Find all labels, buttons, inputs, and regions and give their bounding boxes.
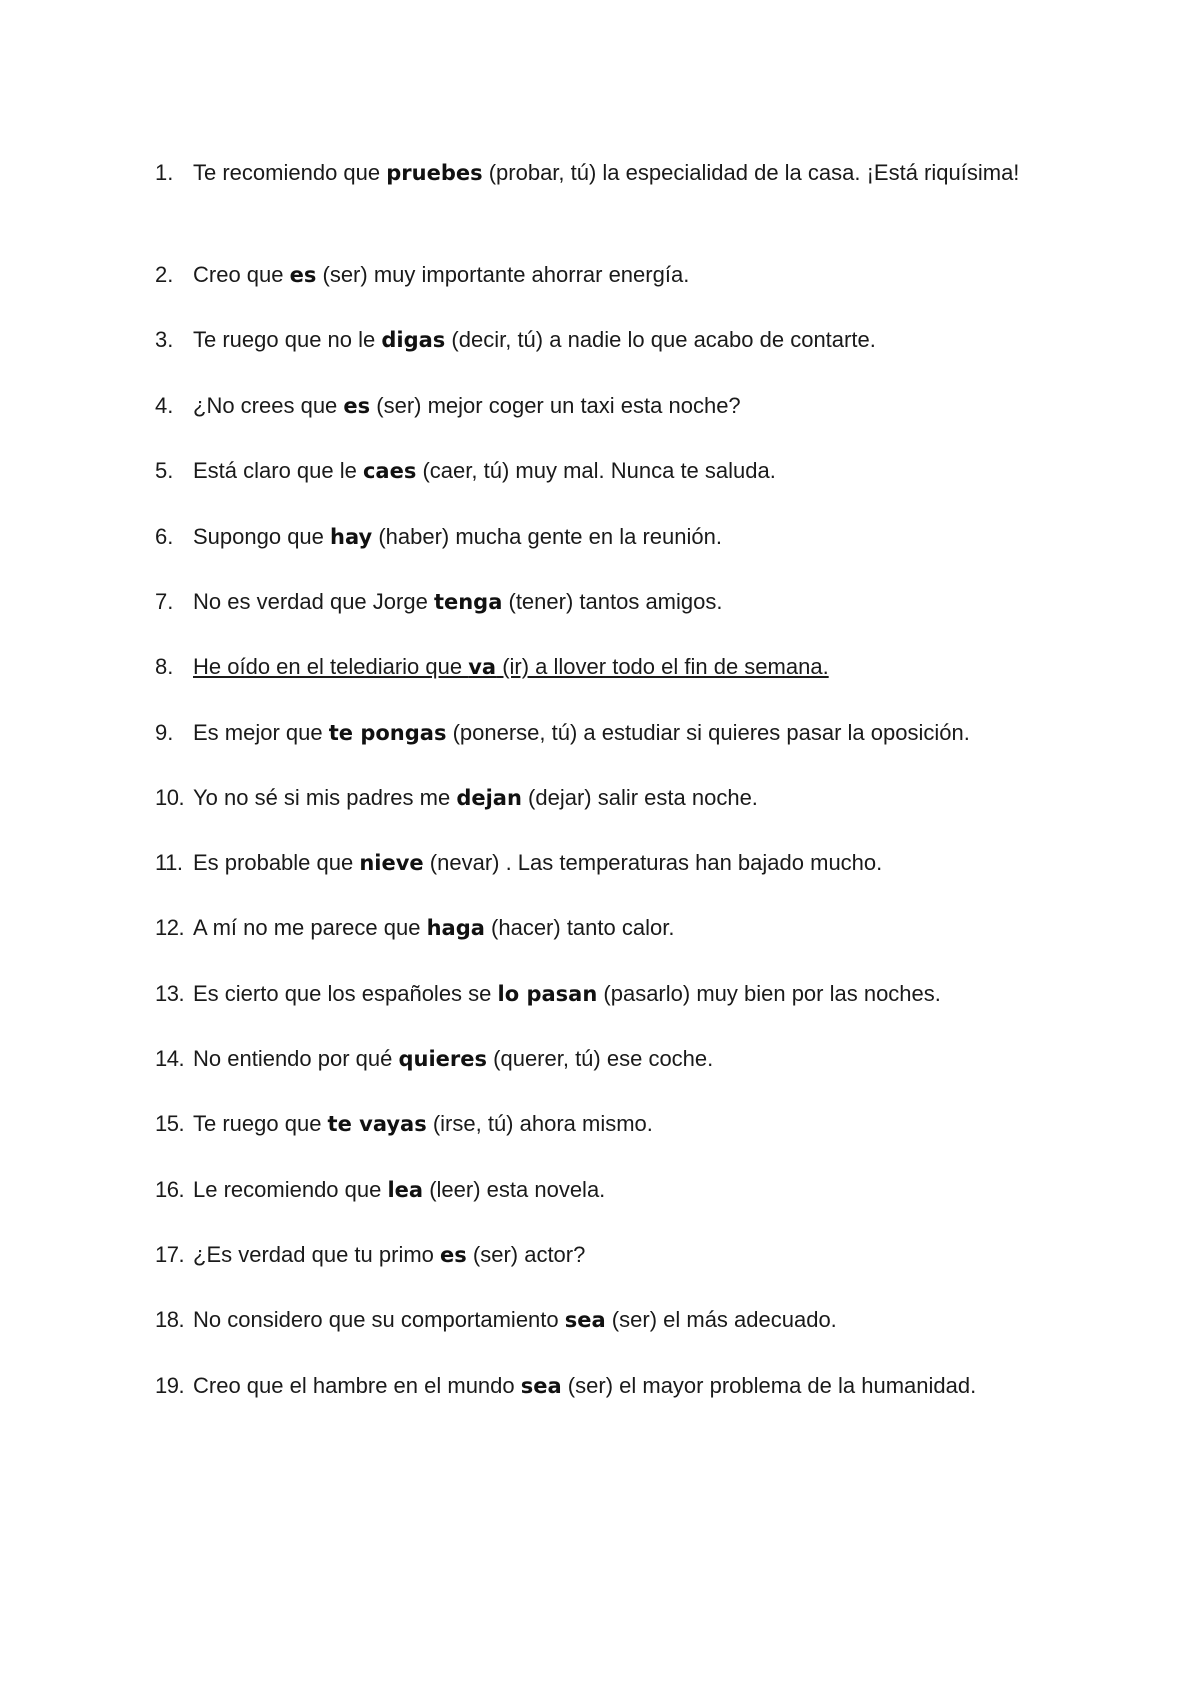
list-item (155, 519, 1105, 555)
list-item (155, 453, 1105, 489)
item-text (193, 453, 1105, 489)
answer-word: te vayas (327, 1112, 427, 1136)
list-item (155, 780, 1105, 816)
sentence-start: Es mejor que (193, 720, 329, 745)
answer-word: digas (381, 328, 446, 352)
sentence-start: Supongo que (193, 524, 331, 549)
answer-word: dejan (456, 786, 522, 810)
sentence-end: (ser) actor? (466, 1242, 586, 1267)
list-item (155, 910, 1105, 946)
item-text (193, 257, 1105, 293)
item-text (193, 1237, 1105, 1273)
sentence-start: Le recomiendo que (193, 1177, 388, 1202)
item-number: 9. (155, 720, 174, 745)
sentence-end: (probar, tú) la especialidad de la casa. ¡Está riquísima! (482, 160, 1020, 185)
item-number: 8. (155, 654, 174, 679)
list-item (155, 845, 1105, 881)
list-item (155, 715, 1105, 751)
list-item (155, 584, 1105, 620)
sentence-end: (hacer) tanto calor. (484, 915, 675, 940)
sentence-start: He oído en el telediario que (193, 654, 469, 679)
answer-word: lo pasan (497, 982, 598, 1006)
item-number: 7. (155, 589, 174, 614)
answer-word: nieve (359, 851, 424, 875)
answer-word: quieres (398, 1047, 488, 1071)
answer-word: te pongas (328, 721, 447, 745)
sentence-end: (ser) mejor coger un taxi esta noche? (370, 393, 741, 418)
item-text (193, 388, 1105, 424)
sentence-start: No entiendo por qué (193, 1046, 399, 1071)
item-number: 16. (155, 1177, 185, 1202)
list-item (155, 1041, 1105, 1077)
item-number: 15. (155, 1111, 185, 1136)
list-item (155, 155, 1105, 191)
sentence-end: (nevar) . Las temperaturas han bajado mucho. (423, 850, 883, 875)
item-text (193, 155, 1105, 191)
item-number: 2. (155, 262, 174, 287)
sentence-start: Te ruego que no le (193, 327, 382, 352)
sentence-end: (irse, tú) ahora mismo. (426, 1111, 653, 1136)
item-text (193, 845, 1105, 881)
list-item (155, 1302, 1105, 1338)
sentence-start: Es probable que (193, 850, 360, 875)
item-text (193, 322, 1105, 358)
sentence-end: (leer) esta novela. (423, 1177, 606, 1202)
item-text (193, 780, 1105, 816)
item-number: 5. (155, 458, 174, 483)
item-text (193, 1041, 1105, 1077)
answer-word: lea (387, 1178, 424, 1202)
item-number: 17. (155, 1242, 185, 1267)
sentence-end: (ir) a llover todo el fin de semana. (496, 654, 829, 679)
sentence-end: (ser) el más adecuado. (605, 1307, 837, 1332)
item-number: 13. (155, 981, 185, 1006)
sentence-start: Está claro que le (193, 458, 363, 483)
list-item (155, 1368, 1105, 1404)
sentence-start: Yo no sé si mis padres me (193, 785, 457, 810)
answer-word: caes (362, 459, 417, 483)
item-text (193, 1368, 1105, 1404)
sentence-end: (ser) muy importante ahorrar energía. (316, 262, 690, 287)
sentence-end: (decir, tú) a nadie lo que acabo de contarte. (445, 327, 876, 352)
sentence-start: Creo que (193, 262, 290, 287)
item-number: 11. (155, 850, 183, 875)
item-text (193, 715, 1105, 751)
sentence-start: No es verdad que Jorge (193, 589, 434, 614)
sentence-start: ¿Es verdad que tu primo (193, 1242, 441, 1267)
answer-word: es (343, 394, 371, 418)
item-number: 1. (155, 160, 174, 185)
answer-word: es (440, 1243, 467, 1267)
answer-word: hay (330, 525, 373, 549)
item-text (193, 1106, 1105, 1142)
sentence-end: (dejar) salir esta noche. (521, 785, 758, 810)
sentence-start: A mí no me parece que (193, 915, 427, 940)
item-text (193, 584, 1105, 620)
list-item (155, 1106, 1105, 1142)
sentence-start: Te ruego que (193, 1111, 328, 1136)
list-item (155, 1237, 1105, 1273)
list-item (155, 1172, 1105, 1208)
item-number: 4. (155, 393, 174, 418)
sentence-end: (querer, tú) ese coche. (487, 1046, 714, 1071)
answer-word: es (289, 263, 317, 287)
item-number: 14. (155, 1046, 185, 1071)
sentence-end: (tener) tantos amigos. (502, 589, 723, 614)
sentence-start: Te recomiendo que (193, 160, 387, 185)
answer-word: haga (426, 916, 485, 940)
item-number: 10. (155, 785, 185, 810)
answer-word: sea (520, 1374, 562, 1398)
item-number: 19. (155, 1373, 185, 1398)
sentence-start: Creo que el hambre en el mundo (193, 1373, 521, 1398)
item-number: 3. (155, 327, 174, 352)
sentence-end: (caer, tú) muy mal. Nunca te saluda. (416, 458, 776, 483)
item-number: 18. (155, 1307, 185, 1332)
sentence-end: (pasarlo) muy bien por las noches. (597, 981, 941, 1006)
sentence-end: (ser) el mayor problema de la humanidad. (561, 1373, 977, 1398)
list-item (155, 322, 1105, 358)
item-number: 12. (155, 915, 185, 940)
list-item (155, 388, 1105, 424)
sentence-start: ¿No crees que (193, 393, 344, 418)
sentence-start: No considero que su comportamiento (193, 1307, 565, 1332)
item-text (193, 519, 1105, 555)
item-text (193, 976, 1105, 1012)
answer-word: sea (564, 1308, 606, 1332)
item-text (193, 910, 1105, 946)
answer-word: tenga (433, 590, 503, 614)
answer-word: va (468, 655, 497, 679)
answer-word: pruebes (386, 161, 483, 185)
list-item (155, 976, 1105, 1012)
item-text (193, 649, 1105, 685)
item-text (193, 1302, 1105, 1338)
item-text (193, 1172, 1105, 1208)
list-item (155, 649, 1105, 685)
sentence-end: (haber) mucha gente en la reunión. (372, 524, 722, 549)
list-item (155, 257, 1105, 293)
sentence-end: (ponerse, tú) a estudiar si quieres pasar la oposición. (446, 720, 970, 745)
sentence-start: Es cierto que los españoles se (193, 981, 498, 1006)
item-number: 6. (155, 524, 174, 549)
